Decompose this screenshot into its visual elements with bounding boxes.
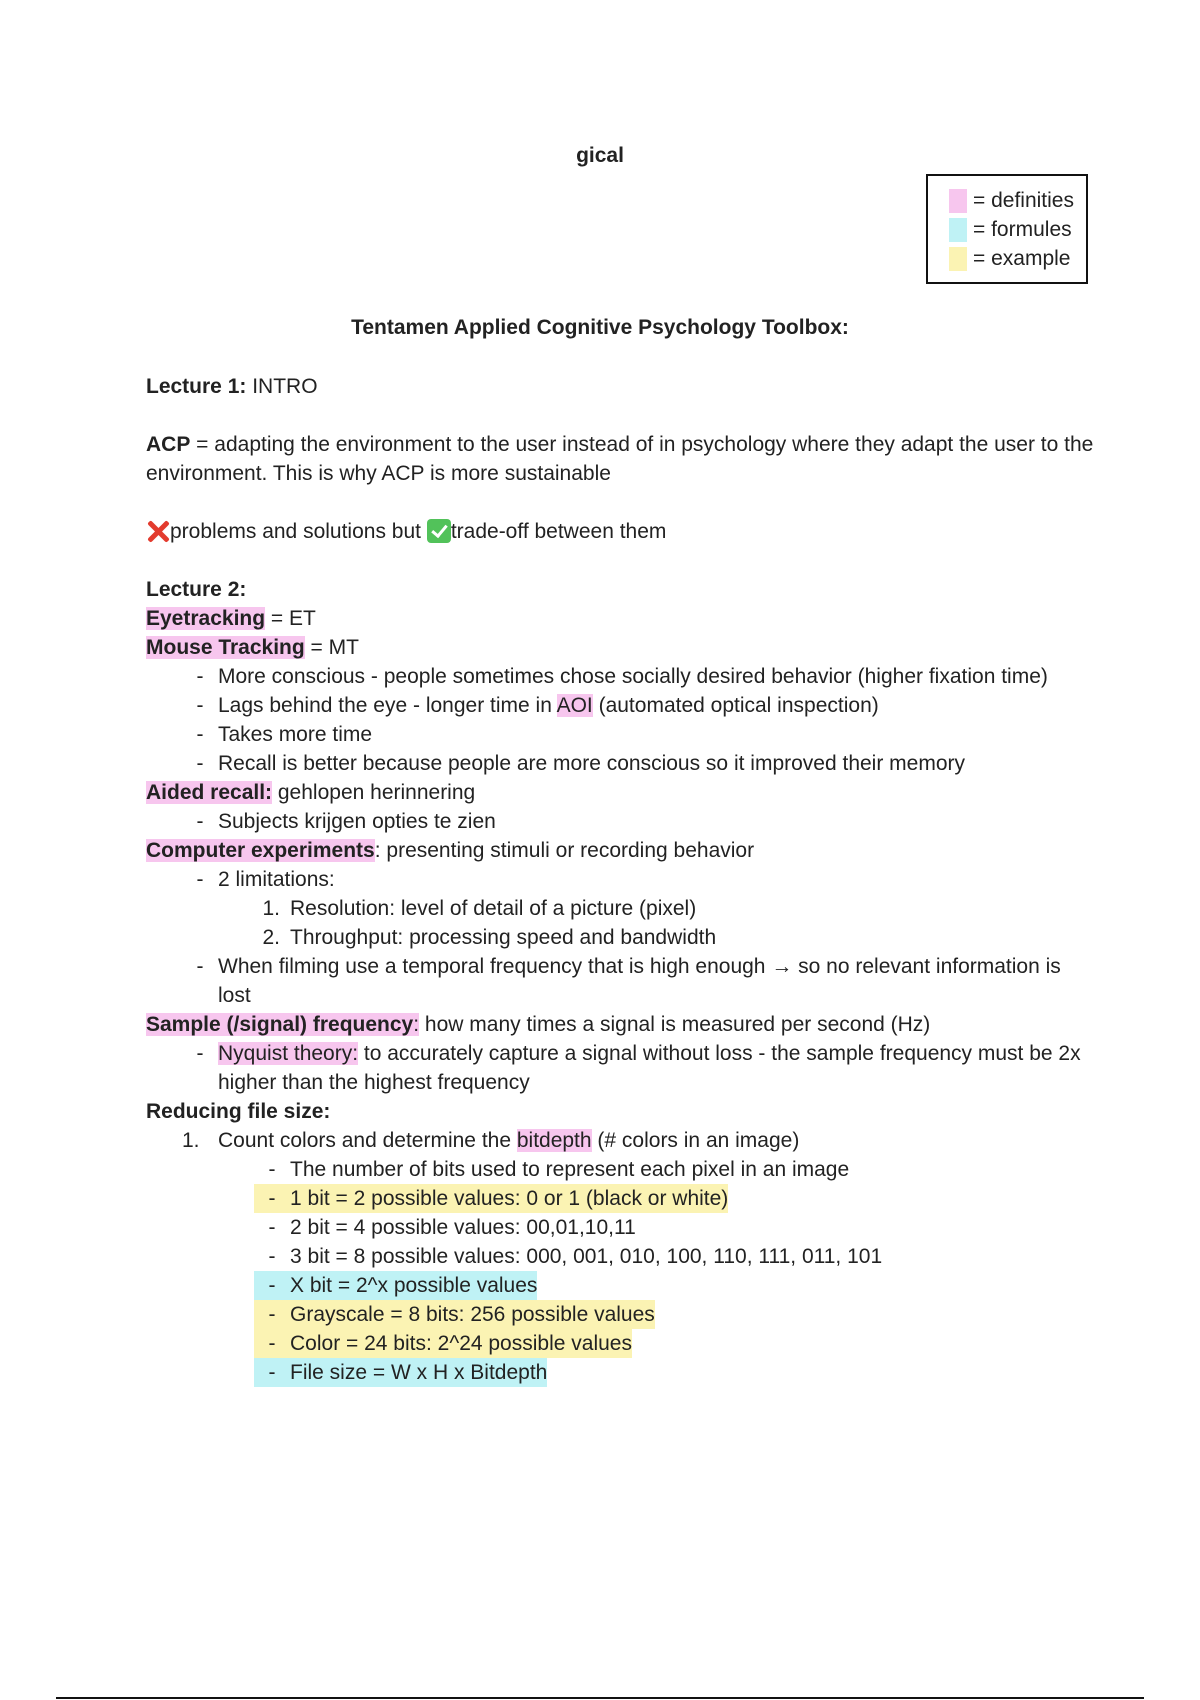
- list-item: [182, 865, 1096, 894]
- bullet-dash: -: [196, 752, 204, 775]
- bullet-dash: -: [268, 1216, 276, 1239]
- spacer: [146, 546, 1096, 575]
- spacer: [146, 401, 1096, 430]
- list-item: [254, 1184, 1096, 1213]
- sample-frequency-def: how many times a signal is measured per second (Hz): [419, 1013, 931, 1036]
- bullet-dash: -: [268, 1187, 276, 1210]
- tradeoff-text: trade-off between them: [450, 520, 667, 543]
- aided-recall-line: [146, 778, 1096, 807]
- lecture1-topic: INTRO: [246, 375, 318, 398]
- formula-swatch: [949, 218, 967, 242]
- list-item: [254, 923, 1096, 952]
- list-item: [254, 1213, 1096, 1242]
- mouse-bullet-4: Recall is better because people are more conscious so it improved their memory: [218, 752, 966, 775]
- bullet-dash: -: [268, 1361, 276, 1384]
- bullet-dash: -: [196, 810, 204, 833]
- aoi-def: (automated optical inspection): [592, 694, 879, 717]
- problems-text: problems and solutions but: [170, 520, 427, 543]
- list-item: [182, 691, 1096, 720]
- bitdepth-term: bitdepth: [516, 1129, 592, 1152]
- bit-item-text: 2 bit = 4 possible values: 00,01,10,11: [290, 1216, 636, 1239]
- bit-item-text: Color = 24 bits: 2^24 possible values: [290, 1332, 632, 1355]
- list-item: [254, 1242, 1096, 1271]
- tradeoff-line: [146, 517, 1096, 546]
- definition-swatch: [949, 189, 967, 213]
- bit-item-text: 1 bit = 2 possible values: 0 or 1 (black or white): [290, 1187, 729, 1210]
- bullet-dash: -: [196, 723, 204, 746]
- bit-item-1: [254, 1155, 849, 1184]
- bit-item-text: 3 bit = 8 possible values: 000, 001, 010, 100, 110, 111, 011, 101: [290, 1245, 883, 1268]
- bullet-dash: -: [268, 1332, 276, 1355]
- mouse-tracking-line: [146, 633, 1096, 662]
- cross-mark-icon: [146, 519, 170, 543]
- bullet-dash: -: [196, 868, 204, 891]
- lecture1-heading: [146, 372, 1096, 401]
- acp-text: = adapting the environment to the user instead of in psychology where they adapt the user to the environment. This is why ACP is more sustainable: [146, 433, 1094, 485]
- list-item: [182, 749, 1096, 778]
- computer-experiments-def: : presenting stimuli or recording behavior: [374, 839, 755, 862]
- mouse-bullet-2-text: Lags behind the eye - longer time in: [218, 694, 557, 717]
- example-swatch: [949, 247, 967, 271]
- eyetracking-line: [146, 604, 1096, 633]
- mouse-bullet-3: Takes more time: [218, 723, 373, 746]
- limitation-2: Throughput: processing speed and bandwidth: [290, 926, 717, 949]
- sample-frequency-line: [146, 1010, 1096, 1039]
- count-pre: Count colors and determine the: [218, 1129, 517, 1152]
- bullet-dash: -: [196, 955, 204, 978]
- legend-row-formulas: [949, 215, 1086, 244]
- bit-item-8: [254, 1358, 547, 1387]
- sample-frequency-colon: :: [413, 1013, 420, 1036]
- bullet-dash: -: [268, 1245, 276, 1268]
- bit-item-text: X bit = 2^x possible values: [290, 1274, 538, 1297]
- legend-row-definitions: [949, 186, 1086, 215]
- aided-bullet-1: Subjects krijgen opties te zien: [218, 810, 496, 833]
- legend-example-label: = example: [973, 247, 1071, 270]
- legend-definitions-label: = definities: [973, 189, 1074, 212]
- eyetracking-term: Eyetracking: [146, 607, 266, 630]
- bullet-dash: -: [196, 665, 204, 688]
- bullet-dash: -: [196, 694, 204, 717]
- list-item: [254, 1358, 1096, 1387]
- nyquist-bullet: [218, 1039, 1096, 1097]
- bullet-dash: -: [268, 1303, 276, 1326]
- bit-item-text: Grayscale = 8 bits: 256 possible values: [290, 1303, 655, 1326]
- bit-item-3: [254, 1213, 636, 1242]
- list-item: [182, 807, 1096, 836]
- acp-term: ACP: [146, 433, 191, 456]
- list-item: [182, 1039, 1096, 1097]
- count-colors-item: [218, 1126, 799, 1155]
- list-item: [254, 1329, 1096, 1358]
- bit-item-6: [254, 1300, 655, 1329]
- bit-item-text: The number of bits used to represent each pixel in an image: [290, 1158, 850, 1181]
- list-item: [254, 1155, 1096, 1184]
- page-header: gical: [576, 144, 624, 167]
- list-number: 2.: [262, 926, 280, 949]
- nyquist-term: Nyquist theory:: [218, 1042, 359, 1065]
- list-item: [254, 1271, 1096, 1300]
- mouse-bullet-1: More conscious - people sometimes chose socially desired behavior (higher fixation time): [218, 665, 1048, 688]
- bit-item-text: File size = W x H x Bitdepth: [290, 1361, 548, 1384]
- aoi-term: AOI: [556, 694, 593, 717]
- bullet-dash: -: [268, 1158, 276, 1181]
- aided-recall-def: gehlopen herinnering: [272, 781, 476, 804]
- computer-experiments-line: [146, 836, 1096, 865]
- document-title: Tentamen Applied Cognitive Psychology Toolbox:: [351, 316, 849, 339]
- bit-item-2: [254, 1184, 728, 1213]
- bit-item-5: [254, 1271, 537, 1300]
- footer-rule: [56, 1697, 1144, 1699]
- spacer: [146, 488, 1096, 517]
- computer-experiments-term: Computer experiments: [146, 839, 375, 862]
- legend-row-example: [949, 244, 1086, 273]
- mouse-bullet-2: [218, 691, 879, 720]
- check-mark-icon: [427, 519, 451, 543]
- sample-frequency-term: Sample (/signal) frequency: [146, 1013, 414, 1036]
- lecture2-heading: Lecture 2:: [146, 578, 247, 601]
- count-post: (# colors in an image): [591, 1129, 800, 1152]
- nyquist-def: to accurately capture a signal without loss - the sample frequency must be 2x higher than the highest frequency: [218, 1042, 1081, 1094]
- aided-recall-term: Aided recall:: [146, 781, 273, 804]
- reducing-file-size-heading: Reducing file size:: [146, 1100, 331, 1123]
- limitation-1: Resolution: level of detail of a picture (pixel): [290, 897, 697, 920]
- color-legend: [926, 174, 1088, 284]
- mouse-tracking-term: Mouse Tracking: [146, 636, 305, 659]
- bit-item-4: [254, 1242, 882, 1271]
- bullet-dash: -: [196, 1042, 204, 1065]
- mouse-tracking-def: = MT: [304, 636, 359, 659]
- list-item: [182, 1126, 1096, 1155]
- list-item: [182, 662, 1096, 691]
- list-item: [182, 952, 1096, 1010]
- limitations-bullet: 2 limitations:: [218, 868, 335, 891]
- list-item: [182, 720, 1096, 749]
- list-number: 1.: [182, 1129, 200, 1152]
- bit-item-7: [254, 1329, 632, 1358]
- eyetracking-def: = ET: [265, 607, 316, 630]
- acp-paragraph: [146, 430, 1096, 488]
- list-number: 1.: [262, 897, 280, 920]
- bullet-dash: -: [268, 1274, 276, 1297]
- bitdepth-list: [146, 1155, 1096, 1387]
- document-body: [146, 372, 1096, 1387]
- list-item: [254, 1300, 1096, 1329]
- filming-bullet: When filming use a temporal frequency that is high enough → so no relevant information is lost: [218, 955, 1061, 1007]
- lecture1-label: Lecture 1:: [146, 375, 247, 398]
- legend-formulas-label: = formules: [973, 218, 1072, 241]
- list-item: [254, 894, 1096, 923]
